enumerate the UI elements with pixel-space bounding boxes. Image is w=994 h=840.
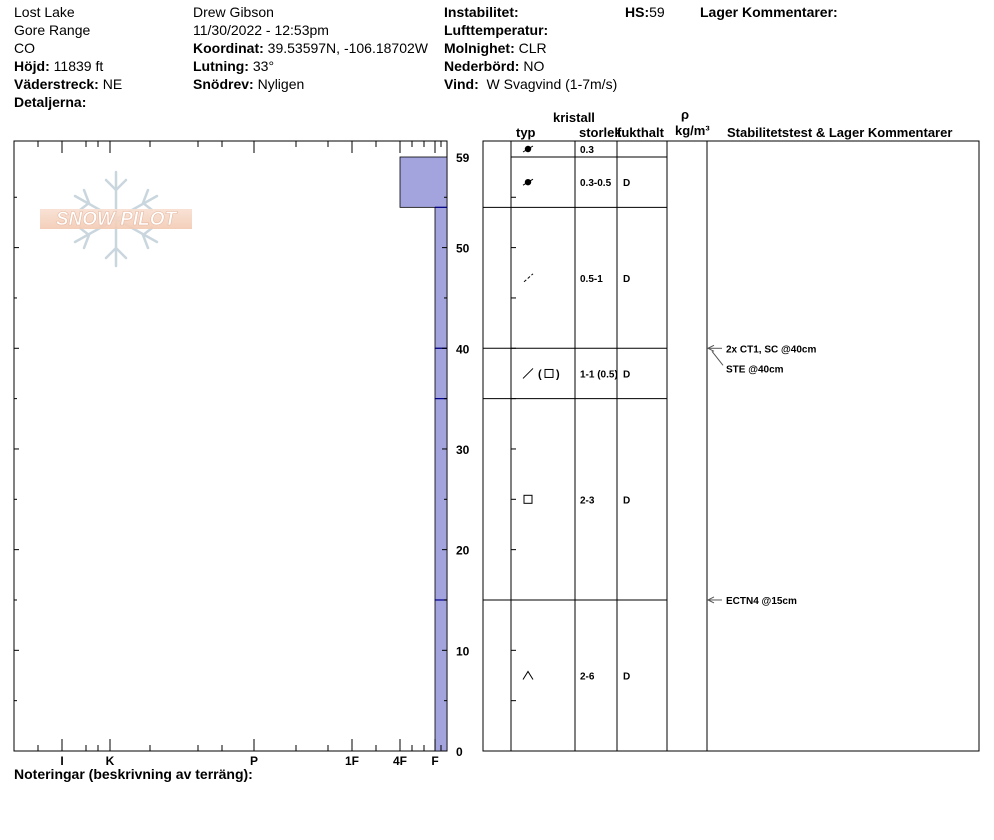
col-density-unit: kg/m³ (675, 123, 710, 138)
col-kristall: kristall (553, 110, 595, 125)
moisture-text: D (623, 369, 631, 381)
grain-size-text: 2-6 (580, 671, 595, 683)
moisture-text: D (623, 671, 631, 683)
hardness-bar (435, 348, 447, 398)
sky-label: Molnighet: (444, 40, 515, 56)
location-name: Lost Lake (14, 4, 75, 20)
range-name: Gore Range (14, 22, 91, 38)
observation-datetime: 11/30/2022 - 12:53pm (193, 22, 329, 38)
x-tick-label: P (249, 754, 259, 768)
y-tick-label: 59 (456, 151, 470, 165)
coordinate-value: 39.53597N, -106.18702W (267, 40, 428, 56)
observer-name: Drew Gibson (193, 4, 274, 20)
layer-comments-label: Lager Kommentarer: (700, 4, 838, 20)
stability-test-label: 2x CT1, SC @40cm (726, 344, 817, 356)
grain-size-text: 1-1 (0.5) (580, 369, 618, 381)
drift-value: Nyligen (257, 76, 305, 92)
drift-label: Snödrev: (193, 76, 254, 92)
x-tick-label: K (105, 754, 115, 768)
stability-test-label: ECTN4 @15cm (726, 595, 797, 607)
grain-size-text: 0.5-1 (580, 273, 603, 285)
test-arrow-line (712, 351, 723, 365)
elevation-label: Höjd: (14, 58, 50, 74)
elevation-value: 11839 ft (53, 58, 104, 74)
aspect-value: NE (102, 76, 123, 92)
grain-size-text: 2-3 (580, 495, 595, 507)
wind-value: W Svagvind (1-7m/s) (486, 76, 618, 92)
grain-size-text: 0.3-0.5 (580, 178, 612, 190)
snowpilot-logo (40, 172, 192, 266)
col-fukthalt: fukthalt (617, 125, 664, 140)
hardness-frame (14, 141, 447, 751)
state-name: CO (14, 40, 35, 56)
hardness-bar (400, 157, 447, 207)
col-typ: typ (516, 125, 536, 140)
x-tick-label: 4F (392, 754, 408, 768)
logo-text: SNOW PILOT (55, 209, 177, 230)
hs-value: 59 (649, 4, 665, 20)
x-tick-label: F (431, 754, 439, 768)
decomposing-grain-icon (523, 368, 533, 378)
table-frame (483, 141, 979, 751)
x-tick-label: I (60, 754, 64, 768)
slope-value: 33° (252, 58, 275, 74)
faceted-grain-icon (524, 495, 532, 503)
precip-label: Nederbörd: (444, 58, 520, 74)
col-storlek: storlek (579, 125, 622, 140)
hardness-bar (435, 207, 447, 348)
x-tick-label: 1F (344, 754, 360, 768)
precip-value: NO (523, 58, 545, 74)
moisture-text: D (623, 273, 631, 285)
y-tick-label: 50 (456, 241, 470, 256)
grain-paren: ) (556, 368, 560, 381)
y-tick-label: 40 (456, 342, 470, 357)
hardness-bar (435, 600, 447, 751)
moisture-text: D (623, 178, 631, 190)
sky-value: CLR (518, 40, 547, 56)
col-stability: Stabilitetstest & Lager Kommentarer (727, 125, 953, 140)
moisture-text: D (623, 495, 631, 507)
instability-label: Instabilitet: (444, 4, 519, 20)
faceted-grain-icon (545, 369, 553, 377)
hardness-plot (14, 141, 470, 768)
depth-hoar-grain-icon (523, 671, 533, 679)
grain-paren: ( (538, 368, 542, 381)
coordinate-label: Koordinat: (193, 40, 264, 56)
layer-table (483, 141, 979, 751)
details-label: Detaljerna: (14, 94, 87, 110)
grain-size-text: 0.3 (580, 145, 594, 156)
decomposing-grain-icon (524, 274, 533, 282)
y-tick-label: 0 (456, 745, 463, 759)
stability-test-label: STE @40cm (726, 364, 784, 376)
slope-label: Lutning: (193, 58, 249, 74)
y-tick-label: 30 (456, 442, 470, 457)
col-rho: ρ (681, 107, 690, 122)
airtemp-label: Lufttemperatur: (444, 22, 549, 38)
y-tick-label: 20 (456, 543, 470, 558)
notes-label: Noteringar (beskrivning av terräng): (14, 766, 253, 782)
aspect-label: Väderstreck: (14, 76, 99, 92)
wind-label: Vind: (444, 76, 479, 92)
y-tick-label: 10 (456, 644, 470, 659)
hs-label: HS: (625, 4, 650, 20)
